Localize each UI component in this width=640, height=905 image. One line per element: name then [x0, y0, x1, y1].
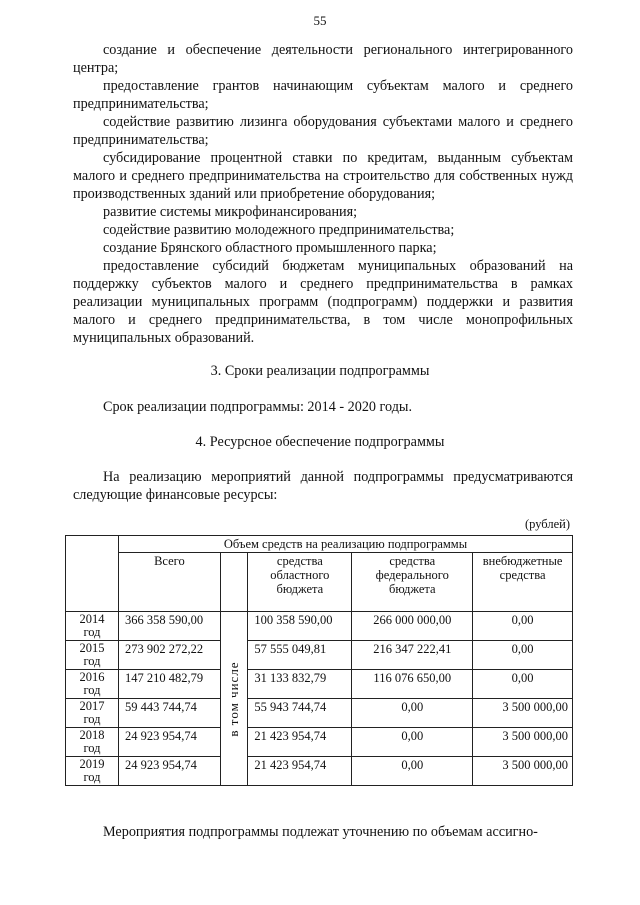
year-value: 2017 [79, 699, 105, 713]
federal-budget-header: средства федерального бюджета [352, 553, 473, 612]
extrabudgetary-cell: 0,00 [473, 670, 573, 699]
year-unit: год [83, 683, 101, 697]
total-header: Всего [119, 553, 221, 612]
extrabudgetary-header: внебюджетные средства [473, 553, 573, 612]
year-unit: год [83, 741, 101, 755]
section-4-intro: На реализацию мероприятий данной подпрограммы предусматриваются следующие финансовые ресурсы: [73, 469, 573, 503]
total-cell: 24 923 954,74 [119, 728, 221, 757]
page-number: 55 [313, 13, 327, 28]
year-cell [66, 612, 119, 641]
regional-cell: 100 358 590,00 [248, 612, 352, 641]
extrabudgetary-cell: 3 500 000,00 [473, 728, 573, 757]
units-label: (рублей) [524, 517, 570, 531]
year-unit: год [83, 625, 101, 639]
measure-paragraph: содействие развитию молодежного предпринимательства; [103, 222, 455, 238]
regional-cell: 55 943 744,74 [248, 699, 352, 728]
year-value: 2019 [79, 757, 105, 771]
year-unit: год [83, 712, 101, 726]
total-cell: 273 902 272,22 [119, 641, 221, 670]
funding-table [65, 535, 573, 786]
table-row [66, 699, 573, 728]
table-row [66, 757, 573, 786]
extrabudgetary-cell: 0,00 [473, 641, 573, 670]
year-unit: год [83, 654, 101, 668]
year-value: 2014 [79, 612, 105, 626]
including-cell [220, 612, 248, 786]
table-row [66, 670, 573, 699]
total-cell: 24 923 954,74 [119, 757, 221, 786]
regional-budget-header: средства областного бюджета [248, 553, 352, 612]
year-cell [66, 699, 119, 728]
extrabudgetary-cell: 3 500 000,00 [473, 757, 573, 786]
measure-paragraph: создание Брянского областного промышленного парка; [103, 240, 437, 256]
federal-cell: 116 076 650,00 [352, 670, 473, 699]
year-value: 2018 [79, 728, 105, 742]
year-cell [66, 728, 119, 757]
year-cell [66, 641, 119, 670]
federal-cell: 0,00 [352, 728, 473, 757]
measure-paragraph: развитие системы микрофинансирования; [103, 204, 358, 220]
regional-cell: 21 423 954,74 [248, 757, 352, 786]
federal-cell: 0,00 [352, 699, 473, 728]
extrabudgetary-cell: 3 500 000,00 [473, 699, 573, 728]
year-value: 2015 [79, 641, 105, 655]
measure-paragraph: субсидирование процентной ставки по кредитам, выданным субъектам малого и среднего предпринимательства на строительство для собственных нужд производственных зданий или приобретение оборудования; [73, 150, 573, 202]
volume-header: Объем средств на реализацию подпрограммы [119, 536, 573, 553]
year-cell [66, 757, 119, 786]
regional-cell: 31 133 832,79 [248, 670, 352, 699]
year-value: 2016 [79, 670, 105, 684]
measure-paragraph: содействие развитию лизинга оборудования субъектами малого и среднего предпринимательства; [73, 114, 573, 148]
measure-paragraph: предоставление грантов начинающим субъектам малого и среднего предпринимательства; [73, 78, 573, 112]
year-cell [66, 670, 119, 699]
table-row [66, 612, 573, 641]
federal-cell: 216 347 222,41 [352, 641, 473, 670]
including-label: в том числе [226, 660, 242, 737]
measure-paragraph: создание и обеспечение деятельности регионального интегрированного центра; [73, 42, 573, 76]
section-3-heading: 3. Сроки реализации подпрограммы [210, 363, 430, 379]
regional-cell: 21 423 954,74 [248, 728, 352, 757]
total-cell: 366 358 590,00 [119, 612, 221, 641]
federal-cell: 0,00 [352, 757, 473, 786]
year-header-cell [66, 536, 119, 612]
table-row [66, 728, 573, 757]
measures-list [73, 41, 573, 347]
section-3-text: Срок реализации подпрограммы: 2014 - 2020 годы. [103, 399, 412, 415]
year-unit: год [83, 770, 101, 784]
measure-paragraph: предоставление субсидий бюджетам муниципальных образований на поддержку субъектов малого и среднего предпринимательства в рамках реализации муниципальных программ (подпрограмм) поддержки и развития малого и среднего предпринимательства, в том числе монопрофильных муниципальных образований. [73, 258, 573, 346]
total-cell: 147 210 482,79 [119, 670, 221, 699]
table-row [66, 641, 573, 670]
total-cell: 59 443 744,74 [119, 699, 221, 728]
regional-cell: 57 555 049,81 [248, 641, 352, 670]
extrabudgetary-cell: 0,00 [473, 612, 573, 641]
federal-cell: 266 000 000,00 [352, 612, 473, 641]
including-header-spacer [220, 553, 248, 612]
section-4-heading: 4. Ресурсное обеспечение подпрограммы [195, 434, 445, 450]
closing-paragraph: Мероприятия подпрограммы подлежат уточнению по объемам ассигно- [103, 824, 538, 840]
